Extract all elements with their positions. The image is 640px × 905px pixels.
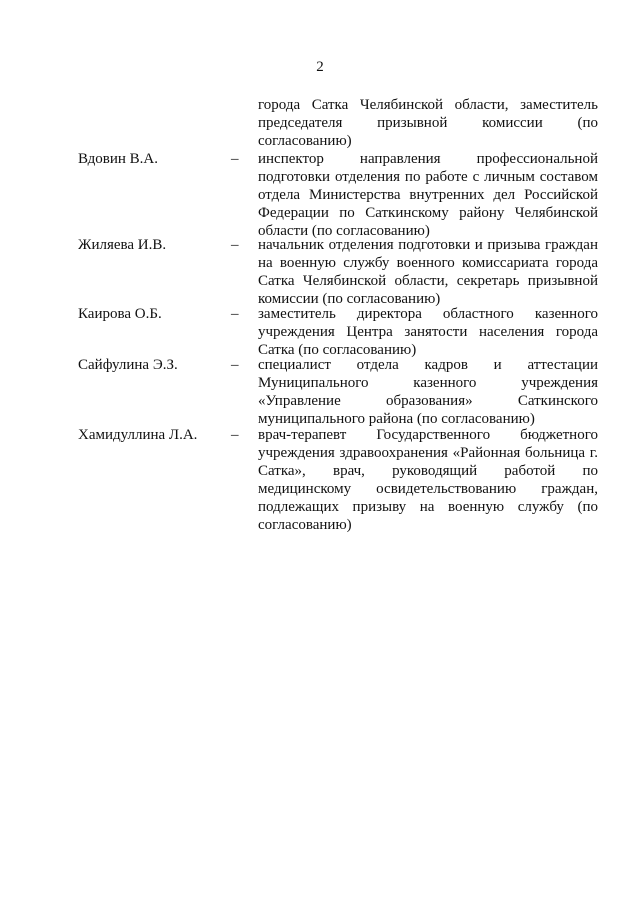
member-dash: – [231,237,239,253]
member-description: инспектор направления профессиональной подготовки отделения по работе с личным составом отдела Министерства внутренних дел Российской Федерации по Саткинскому району Челябинской области (по согласованию) [258,151,598,239]
member-dash: – [231,357,239,373]
member-name: Жиляева И.В. [78,237,167,253]
member-name: Хамидуллина Л.А. [78,427,198,443]
member-name: Вдовин В.А. [78,151,158,167]
member-description: города Сатка Челябинской области, заместитель председателя призывной комиссии (по согласованию) [258,97,598,149]
page-number: 2 [316,59,324,75]
member-dash: – [231,151,239,167]
member-description: начальник отделения подготовки и призыва граждан на военную службу военного комиссариата города Сатка Челябинской области, секретарь призывной комиссии (по согласованию) [258,237,598,307]
member-dash: – [231,427,239,443]
member-name: Сайфулина Э.З. [78,357,178,373]
member-description: заместитель директора областного казенного учреждения Центра занятости населения города Сатка (по согласованию) [258,306,598,358]
member-name: Каирова О.Б. [78,306,162,322]
member-description: специалист отдела кадров и аттестации Муниципального казенного учреждения «Управление образования» Саткинского муниципального района (по согласованию) [258,357,598,427]
member-dash: – [231,306,239,322]
member-description: врач-терапевт Государственного бюджетного учреждения здравоохранения «Районная больница г. Сатка», врач, руководящий работой по медицинскому освидетельствованию граждан, подлежащих призыву на военную службу (по согласованию) [258,427,598,533]
